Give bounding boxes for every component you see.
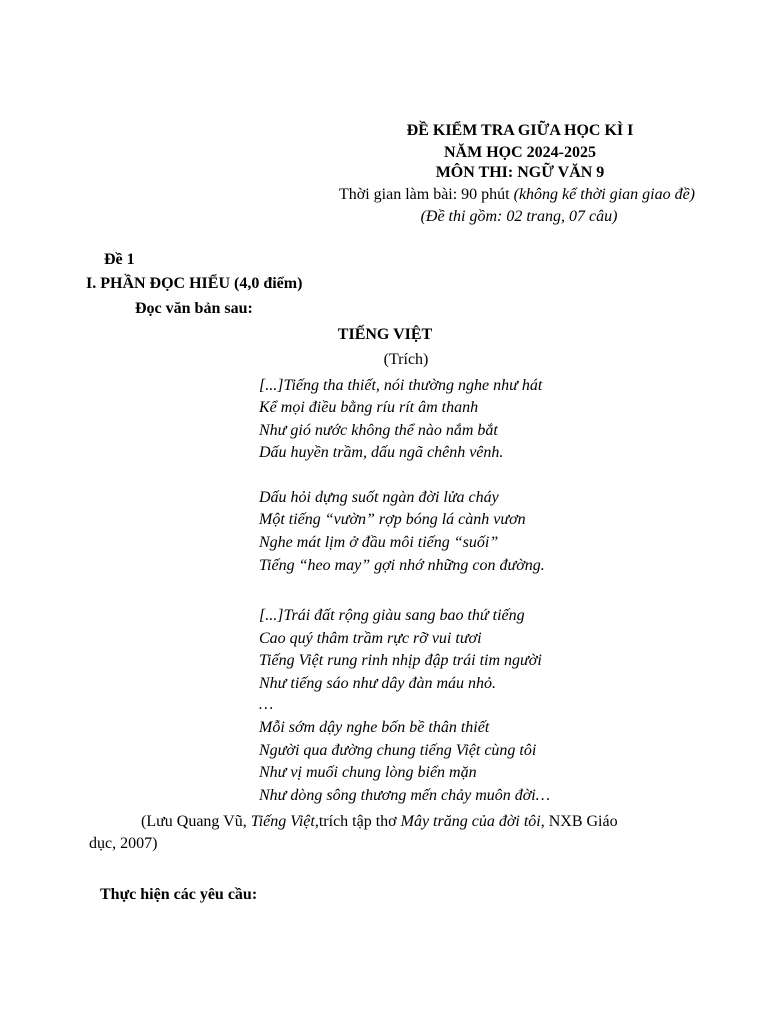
section-heading: I. PHẦN ĐỌC HIỂU (4,0 điểm) [86,275,303,292]
poem-subtitle: (Trích) [383,351,429,368]
exam-title: ĐỀ KIỂM TRA GIỮA HỌC KÌ I [406,122,634,139]
poem-line: Như vị muối chung lòng biển mặn [259,764,477,781]
exam-number: Đề 1 [104,251,135,268]
poem-source-continued: dục, 2007) [89,835,158,852]
poem-line: Dấu hỏi dựng suốt ngàn đời lửa cháy [259,489,499,506]
source-text: (Lưu Quang Vũ, [141,813,251,830]
poem-line: [...]Tiếng tha thiết, nói thường nghe như hát [259,377,543,394]
poem-line: Mỗi sớm dậy nghe bốn bề thân thiết [259,719,490,736]
source-collection-title: Mây trăng của đời tôi [400,813,541,830]
poem-line: Tiếng “heo may” gợi nhớ những con đường. [259,557,545,574]
tasks-heading: Thực hiện các yêu cầu: [100,886,258,903]
poem-line: Như tiếng sáo như dây đàn máu nhỏ. [259,675,496,692]
time-label: Thời gian làm bài: 90 phút [338,186,514,203]
subject: MÔN THI: NGỮ VĂN 9 [435,164,605,181]
school-year: NĂM HỌC 2024-2025 [444,144,596,161]
poem-line: Như dòng sông thương mến chảy muôn đời… [259,787,550,804]
time-note: (không kể thời gian giao đề) [513,186,696,203]
poem-line: Nghe mát lịm ở đầu môi tiếng “suối” [259,534,499,551]
poem-line: Dấu huyền trầm, dấu ngã chênh vênh. [259,444,504,461]
poem-source [141,813,618,831]
poem-line: Cao quý thâm trầm rực rỡ vui tươi [259,630,482,647]
poem-line: … [259,696,274,713]
poem-line: Tiếng Việt rung rinh nhịp đập trái tim người [259,652,542,669]
poem-line: Người qua đường chung tiếng Việt cùng tôi [259,742,537,759]
source-poem-title: Tiếng Việt [250,813,315,830]
poem-line: Như gió nước không thể nào nắm bắt [259,422,498,439]
poem-line: Kể mọi điều bằng ríu rít âm thanh [259,399,479,416]
source-text: ,trích tập thơ [314,813,401,830]
pages-note: (Đề thi gồm: 02 trang, 07 câu) [420,208,618,225]
poem-title: TIẾNG VIỆT [337,326,433,343]
source-text: , NXB Giáo [540,813,618,830]
poem-line: [...]Trái đất rộng giàu sang bao thứ tiếng [259,607,525,624]
poem-line: Một tiếng “vườn” rợp bóng lá cành vươn [259,511,526,528]
reading-instruction: Đọc văn bản sau: [135,300,253,317]
time-line [0,186,768,204]
